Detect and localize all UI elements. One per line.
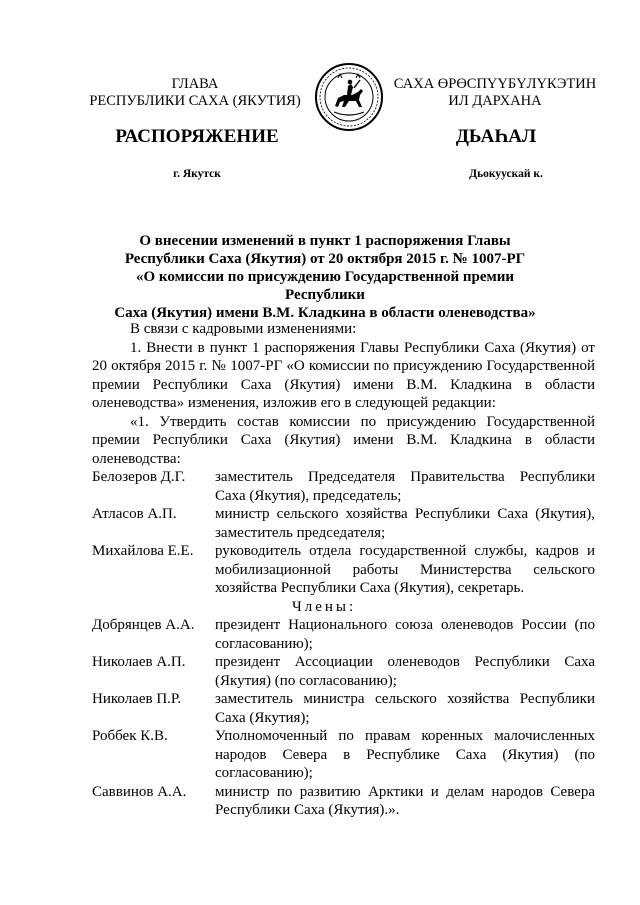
doctype-russian: РАСПОРЯЖЕНИЕ <box>115 126 279 147</box>
member-name: Добрянцев А.А. <box>92 617 195 633</box>
paragraph-reason: В связи с кадровыми изменениями: <box>130 321 357 337</box>
list-item <box>92 727 595 783</box>
title-line-2: Республики Саха (Якутия) от 20 октября 2015 г. № 1007-РГ <box>124 251 526 267</box>
title-line-4: Саха (Якутия) имени В.М. Кладкина в области оленеводства» <box>114 305 536 321</box>
member-role: заместитель Председателя Правительства Республики Саха (Якутия), председатель; <box>215 469 595 504</box>
list-item <box>92 690 595 727</box>
member-role: Уполномоченный по правам коренных малочисленных народов Севера в Республике Саха (Якутия) (по согласованию); <box>215 728 595 781</box>
city-russian: г. Якутск <box>173 168 221 180</box>
member-role: министр по развитию Арктики и делам народов Севера Республики Саха (Якутия).». <box>215 783 595 818</box>
title-line-3: «О комиссии по присуждению Государственной премии Республики <box>136 269 514 303</box>
member-role: министр сельского хозяйства Республики Саха (Якутия), заместитель председателя; <box>215 506 595 541</box>
header-right-line2: ИЛ ДАРХАНА <box>448 93 542 109</box>
city-sakha: Дьокуускай к. <box>469 168 543 180</box>
member-role: руководитель отдела государственной службы, кадров и мобилизационной работы Министерства сельского хозяйства Республики Саха (Якутия), секретарь. <box>215 543 595 596</box>
header-right <box>380 76 610 110</box>
member-name: Саввинов А.А. <box>92 783 187 800</box>
member-role: заместитель министра сельского хозяйства Республики Саха (Якутия); <box>215 691 595 726</box>
list-item <box>92 653 595 690</box>
paragraph-approve: «1. Утвердить состав комиссии по присуждению Государственной премии Республики Саха (Якутия) имени В.М. Кладкина в области оленеводства: <box>92 413 595 467</box>
leadership-list <box>92 468 595 598</box>
list-item <box>92 783 595 820</box>
coat-of-arms-icon <box>314 62 384 132</box>
header-left-line2: РЕСПУБЛИКИ САХА (ЯКУТИЯ) <box>89 93 301 109</box>
document-body <box>92 320 595 820</box>
doctype-sakha: ДЬАҺАЛ <box>455 126 537 147</box>
members-list <box>92 616 595 820</box>
list-item <box>92 505 595 542</box>
header-right-line1: САХА ӨРӨСПҮҮБҮЛҮКЭТИН <box>393 76 597 92</box>
member-name: Николаев А.П. <box>92 654 186 670</box>
header-left <box>80 76 310 110</box>
list-item <box>92 468 595 505</box>
title-line-1: О внесении изменений в пункт 1 распоряжения Главы <box>139 233 511 249</box>
list-item <box>92 616 595 653</box>
member-name: Белозеров Д.Г. <box>92 469 186 485</box>
members-heading: Члены: <box>292 598 357 615</box>
member-name: Роббек К.В. <box>92 728 168 744</box>
member-name: Николаев П.Р. <box>92 691 182 707</box>
member-role: президент Национального союза оленеводов России (по согласованию); <box>215 617 595 652</box>
document-title <box>95 232 555 322</box>
header-left-line1: ГЛАВА <box>171 76 219 92</box>
member-name: Атласов А.П. <box>92 506 177 522</box>
paragraph-amend: 1. Внести в пункт 1 распоряжения Главы Республики Саха (Якутия) от 20 октября 2015 г. № 1007-РГ «О комиссии по присуждению Государственной премии Республики Саха (Якутия) имени В.М. Кладкина в области оленеводства» изменения, изложив его в следующей редакции: <box>92 339 595 411</box>
member-name: Михайлова Е.Е. <box>92 543 194 559</box>
member-role: президент Ассоциации оленеводов Республики Саха (Якутия) (по согласованию); <box>215 654 595 689</box>
list-item <box>92 542 595 598</box>
